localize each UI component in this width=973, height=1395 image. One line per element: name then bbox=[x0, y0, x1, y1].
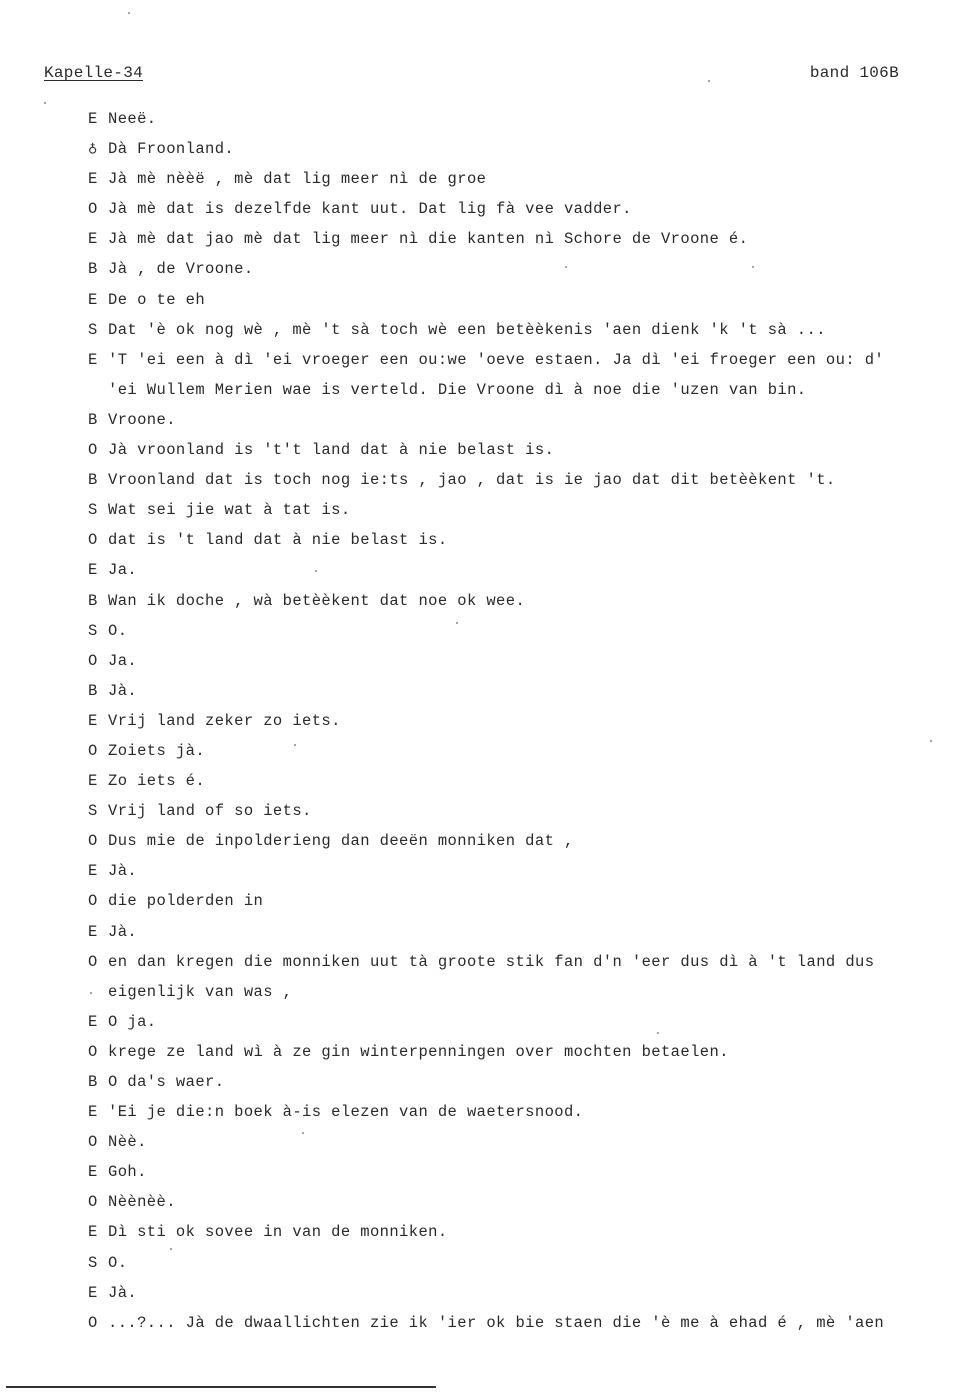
transcript-line bbox=[88, 886, 958, 916]
transcript-line bbox=[88, 1278, 958, 1308]
speaker-label: E bbox=[88, 1163, 98, 1182]
scan-speck bbox=[90, 992, 92, 994]
scan-speck bbox=[128, 12, 130, 14]
utterance-text: Vroonland dat is toch nog ie:ts , jao , dat is ie jao dat dit betèèkent 't. bbox=[108, 471, 836, 490]
transcript-line bbox=[88, 405, 958, 435]
utterance-text: O da's waer. bbox=[108, 1073, 225, 1091]
bottom-rule bbox=[6, 1386, 436, 1388]
utterance-text: Wat sei jie wat à tat is. bbox=[108, 501, 351, 520]
transcript-line bbox=[88, 766, 958, 796]
transcript-line bbox=[88, 1127, 958, 1157]
speaker-label: O bbox=[88, 1313, 98, 1332]
transcript-line bbox=[88, 375, 958, 405]
speaker-label: O bbox=[88, 1133, 98, 1152]
scan-speck bbox=[752, 266, 754, 268]
utterance-text: O ja. bbox=[108, 1012, 157, 1031]
speaker-label: E bbox=[88, 922, 98, 941]
utterance-text: Jà vroonland is 't't land dat à nie belast is. bbox=[108, 441, 555, 460]
utterance-text: Neeë. bbox=[108, 110, 157, 128]
speaker-label: E bbox=[88, 862, 98, 881]
utterance-text: O. bbox=[108, 621, 128, 640]
utterance-text: Ja. bbox=[108, 561, 138, 580]
transcript-line bbox=[88, 1157, 958, 1187]
transcript-line bbox=[88, 1067, 958, 1097]
scan-speck bbox=[456, 622, 458, 624]
utterance-text: Zo iets é. bbox=[108, 772, 206, 791]
transcript-line bbox=[88, 917, 958, 947]
utterance-text: Jà. bbox=[108, 681, 138, 700]
scan-speck bbox=[170, 1248, 172, 1250]
scan-speck bbox=[44, 102, 46, 104]
utterance-text: O. bbox=[108, 1253, 128, 1272]
speaker-label: S bbox=[88, 802, 98, 821]
speaker-label: S bbox=[88, 501, 98, 520]
speaker-label: B bbox=[88, 410, 98, 429]
transcript-line bbox=[88, 796, 958, 826]
utterance-text: De o te eh bbox=[108, 290, 206, 309]
utterance-text: dat is 't land dat à nie belast is. bbox=[108, 531, 448, 550]
transcript-line bbox=[88, 1007, 958, 1037]
transcript-line bbox=[88, 134, 958, 164]
utterance-text: Vrij land of so iets. bbox=[108, 802, 312, 821]
band-label: band 106B bbox=[809, 64, 899, 82]
transcript-line bbox=[88, 616, 958, 646]
utterance-text: ...?... Jà de dwaallichten zie ik 'ier ok bie staen die 'è me à ehad é , mè 'aen bbox=[108, 1313, 885, 1332]
utterance-text: 'ei Wullem Merien wae is verteld. Die Vroone dì à noe die 'uzen van bin. bbox=[108, 380, 807, 399]
utterance-text: 'Ei je die:n boek à-is elezen van de waetersnood. bbox=[108, 1103, 584, 1122]
transcript-line bbox=[88, 194, 958, 224]
transcript-line bbox=[88, 586, 958, 616]
utterance-text: Ja. bbox=[108, 651, 138, 670]
speaker-label: S bbox=[88, 1253, 98, 1272]
utterance-text: Vrij land zeker zo iets. bbox=[108, 711, 341, 730]
speaker-label: E bbox=[88, 561, 98, 580]
speaker-label: E bbox=[88, 1283, 98, 1302]
utterance-text: Dat 'è ok nog wè , mè 't sà toch wè een betèèkenis 'aen dienk 'k 't sà ... bbox=[108, 320, 826, 339]
transcript-line bbox=[88, 315, 958, 345]
speaker-label: E bbox=[88, 350, 98, 369]
scan-speck bbox=[930, 740, 932, 742]
speaker-label: B bbox=[88, 1073, 98, 1091]
transcript-line bbox=[88, 224, 958, 254]
transcript-line bbox=[88, 104, 958, 134]
transcript-line bbox=[88, 435, 958, 465]
scan-speck bbox=[294, 744, 296, 746]
transcript-lines bbox=[88, 104, 958, 1338]
utterance-text: die polderden in bbox=[108, 892, 264, 911]
speaker-label: O bbox=[88, 441, 98, 460]
scan-speck bbox=[708, 80, 710, 82]
speaker-label: B bbox=[88, 471, 98, 490]
speaker-label: O bbox=[88, 892, 98, 911]
utterance-text: 'T 'ei een à dì 'ei vroeger een ou:we 'oeve estaen. Ja dì 'ei froeger een ou: d' bbox=[108, 350, 885, 369]
transcript-line bbox=[88, 736, 958, 766]
transcript-line bbox=[88, 555, 958, 585]
speaker-label: S bbox=[88, 621, 98, 640]
utterance-text: Vroone. bbox=[108, 410, 176, 429]
speaker-label: O bbox=[88, 531, 98, 550]
utterance-text: Nèè. bbox=[108, 1133, 147, 1152]
speaker-label: O bbox=[88, 952, 98, 971]
transcript-line bbox=[88, 826, 958, 856]
utterance-text: krege ze land wì à ze gin winterpenningen over mochten betaelen. bbox=[108, 1042, 729, 1061]
utterance-text: Jà mè dat is dezelfde kant uut. Dat lig fà vee vadder. bbox=[108, 200, 632, 219]
transcript-line bbox=[88, 164, 958, 194]
utterance-text: Jà. bbox=[108, 862, 138, 881]
speaker-label: E bbox=[88, 1103, 98, 1122]
utterance-text: Jà , de Vroone. bbox=[108, 260, 254, 279]
utterance-text: Jà. bbox=[108, 922, 138, 941]
document-title: Kapelle-34 bbox=[44, 64, 144, 82]
speaker-label: B bbox=[88, 260, 98, 279]
speaker-label: O bbox=[88, 200, 98, 219]
utterance-text: Dà Froonland. bbox=[108, 140, 235, 159]
transcript-line bbox=[88, 1248, 958, 1278]
speaker-label: O bbox=[88, 1042, 98, 1061]
transcript-line bbox=[88, 947, 958, 977]
scan-speck bbox=[565, 266, 567, 268]
utterance-text: Dus mie de inpolderieng dan deeën monniken dat , bbox=[108, 832, 574, 851]
speaker-label: S bbox=[88, 320, 98, 339]
transcript-line bbox=[88, 285, 958, 315]
speaker-label: E bbox=[88, 772, 98, 791]
speaker-label: B bbox=[88, 681, 98, 700]
transcript-line bbox=[88, 465, 958, 495]
speaker-label: E bbox=[88, 110, 98, 128]
transcript-line bbox=[88, 495, 958, 525]
speaker-label: ♁ bbox=[88, 140, 98, 159]
utterance-text: Zoiets jà. bbox=[108, 741, 206, 760]
speaker-label: O bbox=[88, 1193, 98, 1212]
utterance-text: Dì sti ok sovee in van de monniken. bbox=[108, 1223, 448, 1242]
transcript-line bbox=[88, 254, 958, 284]
speaker-label: E bbox=[88, 1223, 98, 1242]
transcript-line bbox=[88, 1217, 958, 1247]
utterance-text: eigenlijk van was , bbox=[108, 982, 293, 1001]
utterance-text: Goh. bbox=[108, 1163, 147, 1182]
transcript-line bbox=[88, 1097, 958, 1127]
transcript-line bbox=[88, 1308, 958, 1338]
transcript-line bbox=[88, 856, 958, 886]
speaker-label: E bbox=[88, 230, 98, 249]
transcript-line bbox=[88, 525, 958, 555]
speaker-label: O bbox=[88, 651, 98, 670]
utterance-text: en dan kregen die monniken uut tà groote stik fan d'n 'eer dus dì à 't land dus bbox=[108, 952, 875, 971]
transcript-line bbox=[88, 977, 958, 1007]
scan-speck bbox=[302, 1132, 304, 1134]
speaker-label: E bbox=[88, 170, 98, 189]
transcript-line bbox=[88, 345, 958, 375]
utterance-text: Nèènèè. bbox=[108, 1193, 176, 1212]
speaker-label: E bbox=[88, 290, 98, 309]
transcript-line bbox=[88, 676, 958, 706]
scan-speck bbox=[657, 1032, 659, 1034]
speaker-label: O bbox=[88, 832, 98, 851]
utterance-text: Jà mè dat jao mè dat lig meer nì die kanten nì Schore de Vroone é. bbox=[108, 230, 749, 249]
scan-speck bbox=[315, 570, 317, 572]
utterance-text: Jà mè nèèë , mè dat lig meer nì de groe bbox=[108, 170, 487, 189]
speaker-label: E bbox=[88, 711, 98, 730]
speaker-label: E bbox=[88, 1012, 98, 1031]
transcript-line bbox=[88, 646, 958, 676]
utterance-text: Wan ik doche , wà betèèkent dat noe ok wee. bbox=[108, 591, 526, 610]
speaker-label: B bbox=[88, 591, 98, 610]
utterance-text: Jà. bbox=[108, 1283, 138, 1302]
transcript-line bbox=[88, 1037, 958, 1067]
transcript-line bbox=[88, 1187, 958, 1217]
transcript-line bbox=[88, 706, 958, 736]
speaker-label: O bbox=[88, 741, 98, 760]
